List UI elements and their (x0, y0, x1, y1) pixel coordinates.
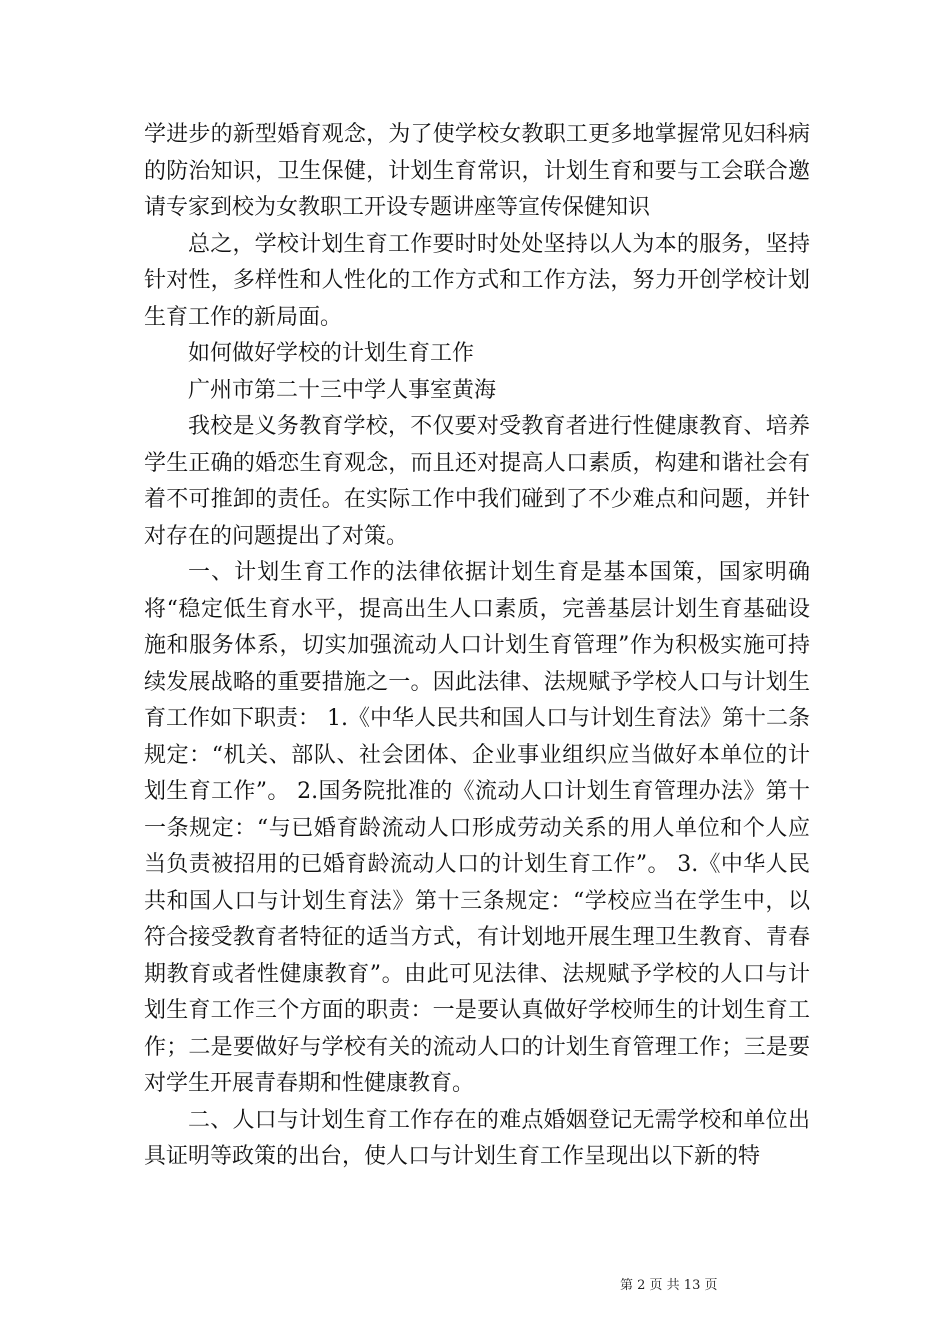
author-line: 广州市第二十三中学人事室黄海 (188, 377, 497, 403)
paragraph-difficulties: 二、人口与计划生育工作存在的难点婚姻登记无需学校和单位出具证明等政策的出台，使人口与计划生育工作呈现出以下新的特 (144, 1107, 810, 1169)
page-number-label: 第 2 页 共 13 页 (620, 1278, 718, 1293)
paragraph-1: 学进步的新型婚育观念，为了使学校女教职工更多地掌握常见妇科病的防治知识，卫生保健，计划生育常识，计划生育和要与工会联合邀请专家到校为女教职工开设专题讲座等宣传保健知识 (144, 122, 810, 220)
paragraph-legal-basis: 一、计划生育工作的法律依据计划生育是基本国策，国家明确将“稳定低生育水平，提高出生人口素质，完善基层计划生育基础设施和服务体系，切实加强流动人口计划生育管理”作为积极实施可持续发展战略的重要措施之一。因此法律、法规赋予学校人口与计划生育工作如下职责： 1.《中华人民共和国人口与计划生育法》第十二条规定：“机关、部队、社会团体、企业事业组织应当做好本单位的计划生育工作”。 2.国务院批准的《流动人口计划生育管理办法》第十一条规定：“与已婚育龄流动人口形成劳动关系的用人单位和个人应当负责被招用的已婚育龄流动人口的计划生育工作”。 3.《中华人民共和国人口与计划生育法》第十三条规定：“学校应当在学生中，以符合接受教育者特征的适当方式，有计划地开展生理卫生教育、青春期教育或者性健康教育”。由此可见法律、法规赋予学校的人口与计划生育工作三个方面的职责：一是要认真做好学校师生的计划生育工作；二是要做好与学校有关的流动人口的计划生育管理工作；三是要对学生开展青春期和性健康教育。 (144, 560, 810, 1096)
page-footer (0, 1278, 950, 1294)
paragraph-intro: 我校是义务教育学校，不仅要对受教育者进行性健康教育、培养学生正确的婚恋生育观念，而且还对提高人口素质，构建和谐社会有着不可推卸的责任。在实际工作中我们碰到了不少难点和问题，并针对存在的问题提出了对策。 (144, 414, 810, 549)
section-title: 如何做好学校的计划生育工作 (188, 341, 475, 366)
document-body (144, 117, 810, 1176)
paragraph-2: 总之，学校计划生育工作要时时处处坚持以人为本的服务，坚持针对性，多样性和人性化的工作方式和工作方法，努力开创学校计划生育工作的新局面。 (144, 231, 810, 330)
